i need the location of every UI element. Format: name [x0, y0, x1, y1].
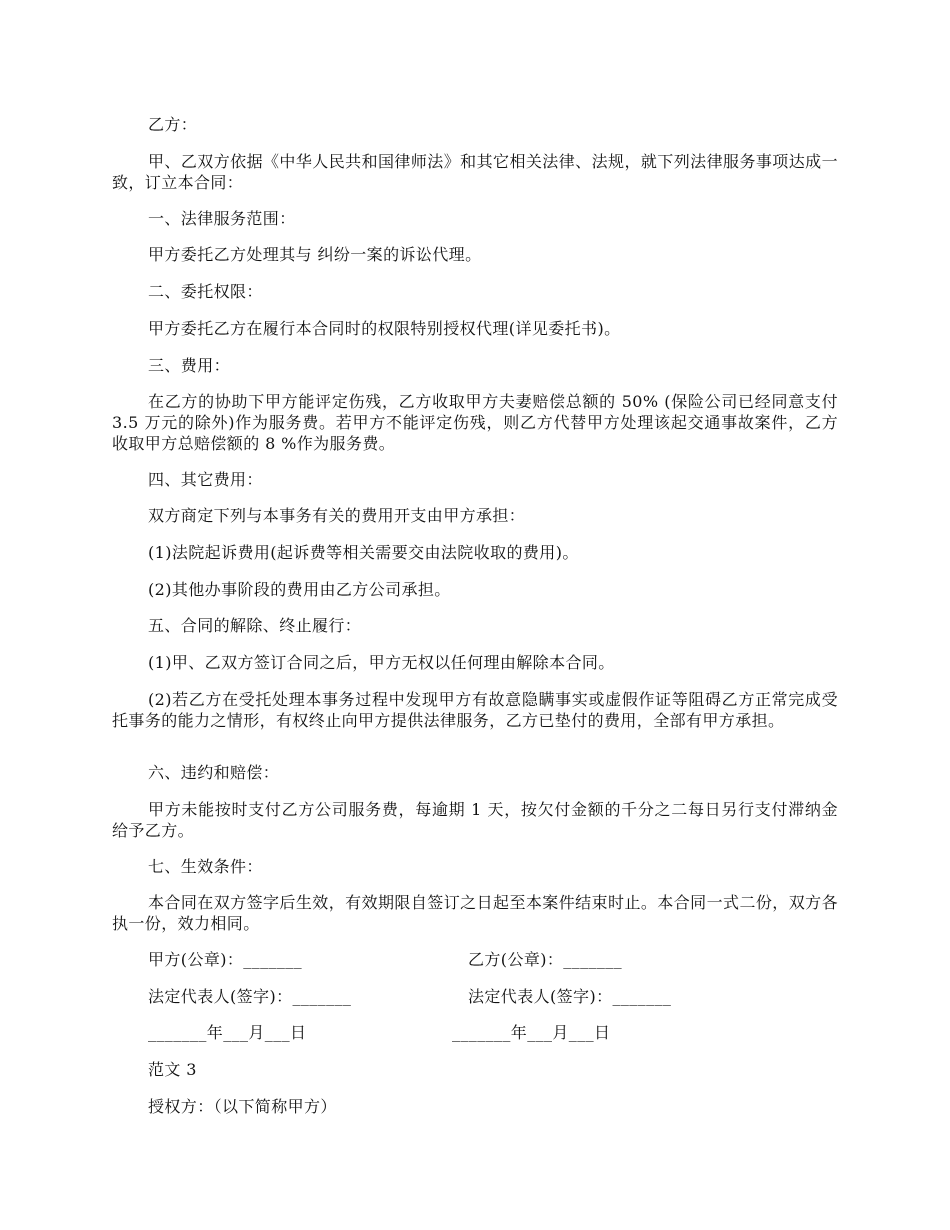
party-b-representative-line: 法定代表人(签字)：_______ [468, 987, 672, 1006]
section-2-text: 甲方委托乙方在履行本合同时的权限特别授权代理(详见委托书)。 [148, 319, 621, 338]
sample-3-heading: 范文 3 [148, 1060, 197, 1079]
party-b-seal-line: 乙方(公章)：_______ [468, 950, 623, 969]
section-3-text: 在乙方的协助下甲方能评定伤残，乙方收取甲方夫妻赔偿总额的 50% (保险公司已经同意支付 3.5 万元的除外)作为服务费。若甲方不能评定伤残，则乙方代替甲方处理该起交通事故案件，乙方收取甲方总赔偿额的 8 %作为服务费。 [112, 392, 838, 453]
party-a-date-line: _______年___月___日 [148, 1023, 307, 1042]
section-5-heading: 五、合同的解除、终止履行： [148, 616, 362, 635]
party-a-seal-line: 甲方(公章)：_______ [148, 950, 303, 969]
preamble-paragraph: 甲、乙双方依据《中华人民共和国律师法》和其它相关法律、法规，就下列法律服务事项达成一致，订立本合同： [112, 152, 838, 192]
party-b-date-line: _______年___月___日 [452, 1023, 611, 1042]
section-6-heading: 六、违约和赔偿： [148, 763, 280, 782]
section-7-heading: 七、生效条件： [148, 857, 263, 876]
section-6-text: 甲方未能按时支付乙方公司服务费，每逾期 1 天，按欠付金额的千分之二每日另行支付滞纳金给予乙方。 [112, 800, 838, 840]
grantor-label: 授权方：（以下简称甲方） [148, 1097, 337, 1116]
section-1-text: 甲方委托乙方处理其与 纠纷一案的诉讼代理。 [148, 245, 482, 264]
section-4-text: 双方商定下列与本事务有关的费用开支由甲方承担： [148, 506, 526, 525]
party-a-representative-line: 法定代表人(签字)：_______ [148, 987, 352, 1006]
section-2-heading: 二、委托权限： [148, 282, 263, 301]
section-7-text: 本合同在双方签字后生效，有效期限自签订之日起至本案件结束时止。本合同一式二份，双方各执一份，效力相同。 [112, 893, 838, 933]
section-5-item-2: (2)若乙方在受托处理本事务过程中发现甲方有故意隐瞒事实或虚假作证等阻碍乙方正常完成受托事务的能力之情形，有权终止向甲方提供法律服务，乙方已垫付的费用，全部有甲方承担。 [112, 690, 838, 730]
section-3-heading: 三、费用： [148, 356, 231, 375]
section-4-item-2: (2)其他办事阶段的费用由乙方公司承担。 [148, 580, 451, 599]
party-b-label: 乙方： [148, 115, 198, 134]
section-4-item-1: (1)法院起诉费用(起诉费等相关需要交由法院收取的费用)。 [148, 543, 579, 562]
section-5-item-1: (1)甲、乙双方签订合同之后，甲方无权以任何理由解除本合同。 [148, 653, 615, 672]
section-4-heading: 四、其它费用： [148, 470, 263, 489]
section-1-heading: 一、法律服务范围： [148, 209, 296, 228]
